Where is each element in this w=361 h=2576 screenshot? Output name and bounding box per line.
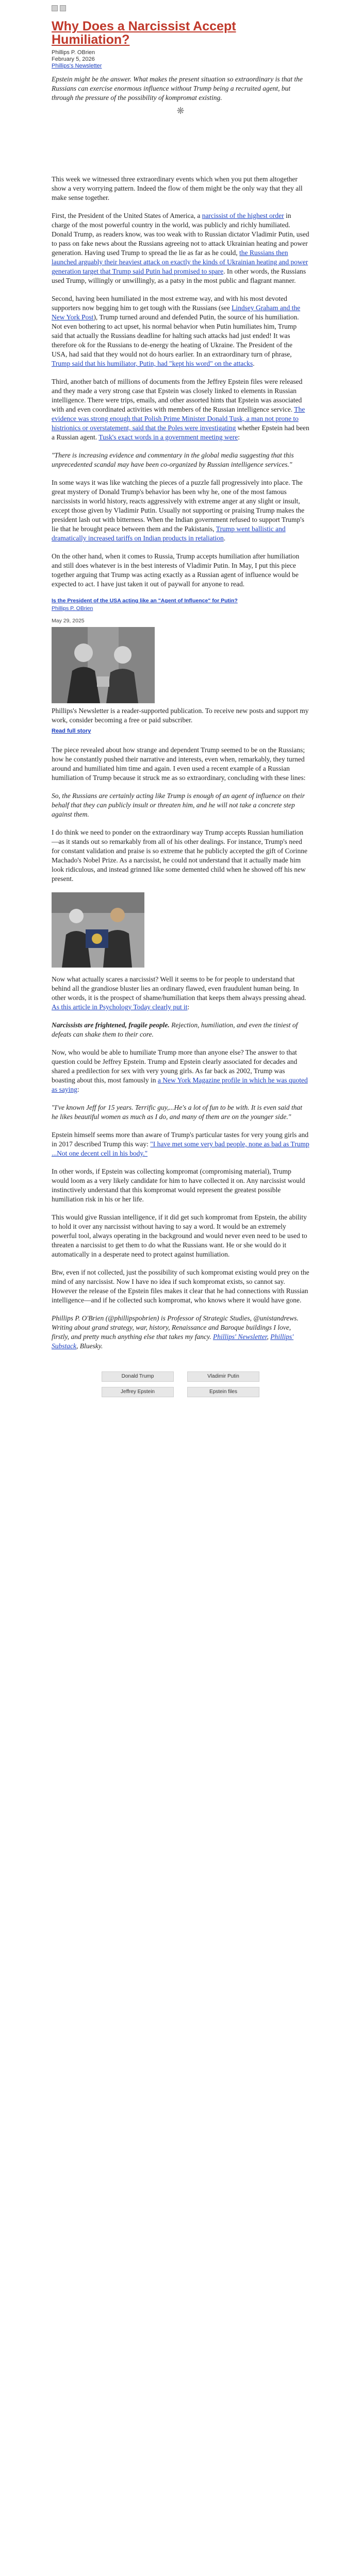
- spacer: [52, 117, 309, 175]
- paragraph: Now what actually scares a narcissist? Well it seems to be for people to understand that behind all the grandiose bluster lies an ordinary flawed, even fraudulent human being. In other words, it is the prospect of shame/humiliation that keeps them always pressing ahead. As this article in Psychology Today clearly put it:: [52, 975, 306, 1011]
- toolbar: [52, 0, 309, 16]
- blockquote: "There is increasing evidence and commentary in the global media suggesting that this unprecedented scandal may have been co-organized by Russian intelligence services.": [52, 451, 294, 468]
- newsletter-link[interactable]: Phillips' Newsletter: [212, 1333, 267, 1341]
- tag-button[interactable]: Epstein files: [187, 1387, 259, 1397]
- inline-link[interactable]: "I have met some very bad people, none as bad as Trump ...Not one decent cell in his body.": [52, 1140, 309, 1157]
- paragraph: Second, having been humiliated in the most extreme way, and with his most devoted supporters now begging him to get tough with the Russians (see Lindsey Graham and the New York Post), Trump turned around and defended Putin, the source of his humiliation. Not even bothering to act upset, his normal behavior when Putin humiliates him, Trump said that actually the Russians deadline for halting such attacks had just ended! It was therefore ok for the Russians to de-energy the heating of Ukraine. The President of the USA, had said that they would not do hours earlier. In an extraordinary turn of phrase, Trump said that his humiliator, Putin, had "kept his word" on the attacks.: [52, 295, 301, 367]
- inline-link[interactable]: a New York Magazine profile in which he was quoted as saying: [52, 1076, 308, 1093]
- author-bio: Phillips P. O'Brien (@phillipspobrien) is Professor of Strategic Studies, @unistandrews. Writing about grand strategy, war, history, Renaissance and Baroque buildings I love, firstly, and pretty much anything else that takes my fancy. Phillips' Newsletter, Phillips' Substack, Bluesky.: [52, 1314, 299, 1350]
- publication-link[interactable]: Phillips's Newsletter: [52, 63, 102, 69]
- article-photo: [52, 892, 144, 968]
- paragraph: Btw, even if not collected, just the possibility of such kompromat existing would prey on the mind of any narcissist. Now I have no idea if such kompromat exists, so cannot say. However the release of the Epstein files makes it clear that he had connections with Russian intelligence—and if he collected such kompromat, who knows where it would have gone.: [52, 1268, 309, 1304]
- article-title[interactable]: Why Does a Narcissist Accept Humiliation?: [52, 19, 236, 47]
- paragraph: I do think we need to ponder on the extraordinary way Trump accepts Russian humiliation—as it stands out so remarkably from all of his other dealings. For instance, Trump's need for constant validation and praise is so extreme that he publicly accepted the gift of Corinne Machado's Nobel Prize. As a narcissist, he could not understand that it actually made him look ridiculous, and instead grinned like some demented child when he showed off his new present.: [52, 828, 307, 883]
- paragraph: In some ways it was like watching the pieces of a puzzle fall progressively into place. The great mystery of Donald Trump's behavior has been why he, one of the most famous narcissists in world history, reacts aggressively with extreme anger at any slight or insult, except those given by Vladimir Putin. Usually not supporting or praising Trump makes the president lash out with bitterness. When the Indian government refused to support Trump's lie that he brought peace between them and the Pakistanis, Trump went ballistic and dramatically increased tariffs on Indian products in retaliation.: [52, 479, 305, 542]
- inline-link[interactable]: As this article in Psychology Today clearly put it: [52, 1003, 188, 1011]
- share-icon[interactable]: [60, 5, 66, 11]
- blockquote: Narcissists are frightened, fragile people. Rejection, humiliation, and even the tiniest of defeats can shake them to their core.: [52, 1021, 298, 1038]
- paragraph: The piece revealed about how strange and dependent Trump seemed to be on the Russians; how he constantly pushed their narrative and interests, even when, remarkably, they turned around and humiliated him time and again. I even used a recent example of a Russian humiliation of Trump because it struck me as so extraordinary, concluding with these lines:: [52, 746, 306, 782]
- embed-image[interactable]: [52, 627, 155, 703]
- embed-date: May 29, 2025: [52, 618, 85, 624]
- article-deck: Epstein might be the answer. What makes the present situation so extraordinary is that the Russians can exercise enormous influence without Trump being a recruited agent, but through the pressure of the possibility of kompromat existing.: [52, 75, 303, 101]
- paragraph: This week we witnessed three extraordinary events which when you put them altogether show a very worrying pattern. Indeed the flow of them might be the only way that they all make sense together.: [52, 175, 303, 201]
- photo-icon: [52, 892, 144, 968]
- blockquote: So, the Russians are certainly acting like Trump is enough of an agent of influence on their behalf that they can publicly insult or threaten him, and he will not take a concrete step against them.: [52, 792, 305, 818]
- publish-date: February 5, 2026: [52, 56, 95, 62]
- tag-button[interactable]: Donald Trump: [102, 1371, 174, 1382]
- inline-link[interactable]: Lindsey Graham and the New York Post: [52, 304, 301, 321]
- tag-button[interactable]: Jeffrey Epstein: [102, 1387, 174, 1397]
- print-icon[interactable]: [52, 5, 58, 11]
- paragraph: Third, another batch of millions of documents from the Jeffrey Epstein files were released and they made a very strong case that Epstein was closely linked to elements in Russian intelligence. There were trips, emails, and other assorted hints that Epstein was associated with and even coordinated activities with members of the Russian intelligence service. The evidence was strong enough that Polish Prime Minister Donald Tusk, a man not prone to histrionics or overstatement, said that the Poles were investigating whether Epstein had been a Russian agent. Tusk's exact words in a government meeting were:: [52, 378, 309, 441]
- paragraph: In other words, if Epstein was collecting kompromat (compromising material), Trump would loom as a very likely candidate for him to have collected it on. Any narcissist would instinctively understand that this kompromat would represent the greatest possible humiliation risk in his or her life.: [52, 1167, 305, 1203]
- ornament-icon: ❋: [176, 106, 185, 116]
- inline-link[interactable]: the Russians then launched arguably their heaviest attack on exactly the kinds of Ukrainian heating and power generation target that Trump said Putin had promised to spare: [52, 249, 308, 275]
- embed-caption: Phillips's Newsletter is a reader-supported publication. To receive new posts and support my work, consider becoming a free or paid subscriber.: [52, 707, 309, 724]
- substack-link[interactable]: Phillips' Substack: [52, 1333, 294, 1350]
- author-name: Phillips P. OBrien: [52, 49, 95, 56]
- blockquote: "I've known Jeff for 15 years. Terrific guy,...He's a lot of fun to be with. It is even said that he likes beautiful women as much as I do, and many of them are on the younger side.": [52, 1104, 303, 1121]
- paragraph: On the other hand, when it comes to Russia, Trump accepts humiliation after humiliation and still does whatever is in the best interests of Vladimir Putin. In May, I put this piece together arguing that Trump was acting exactly as a Russian agent of influence would be expected to act. I have just taken it out of paywall for anyone to read.: [52, 552, 300, 588]
- paragraph: First, the President of the United States of America, a narcissist of the highest order in charge of the most powerful country in the world, was publicly and richly humiliated. Donald Trump, as readers know, was too weak with to Russian dictator Vladimir Putin, used to pass on fake news about the Russians agreeing not to attack Ukrainian heating and power generation. Having used Trump to spread the lie as far as he could, the Russians then launched arguably their heaviest attack on exactly the kinds of Ukrainian heating and power generation target that Trump said Putin had promised to spare. In other words, the Russians used Trump, willingly or unwillingly, as a patsy in the most public and flagrant manner.: [52, 212, 309, 284]
- inline-link[interactable]: Trump went ballistic and dramatically increased tariffs on Indian products in retaliation: [52, 525, 286, 542]
- inline-link[interactable]: Trump said that his humiliator, Putin, had "kept his word" on the attacks: [52, 360, 253, 367]
- embed-author[interactable]: Phillips P. OBrien: [52, 605, 93, 612]
- paragraph: Epstein himself seems more than aware of Trump's particular tastes for very young girls and in 2017 described Trump this way: "I have met some very bad people, none as bad as Trump ...Not one decent cell in his body.": [52, 1131, 309, 1157]
- inline-link[interactable]: narcissist of the highest order: [202, 212, 284, 219]
- tag-button[interactable]: Vladimir Putin: [187, 1371, 259, 1382]
- embedded-post[interactable]: [52, 598, 309, 734]
- tag-list: [52, 1371, 309, 1397]
- read-full-story-link[interactable]: Read full story: [52, 728, 91, 734]
- byline: [52, 49, 309, 70]
- paragraph: This would give Russian intelligence, if it did get such kompromat from Epstein, the ability to hold it over any narcissist without having to say a word. It would be an extremely powerful tool, always operating in the background and would never even need to be used to threaten a narcissist to get them to do what the Russians want. He or she would do it automatically in a desperate need to protect against humiliation.: [52, 1213, 307, 1258]
- embed-title[interactable]: Is the President of the USA acting like an "Agent of Influence" for Putin?: [52, 598, 238, 604]
- paragraph: Now, who would be able to humiliate Trump more than anyone else? The answer to that question could be Jeffrey Epstein. Trump and Epstein clearly associated for decades and shared a predilection for sex with very young girls. As far back as 2002, Trump was boasting about this, most famously in a New York Magazine profile in which he was quoted as saying:: [52, 1048, 308, 1093]
- embed-photo-icon: [52, 627, 155, 703]
- inline-link[interactable]: The evidence was strong enough that Polish Prime Minister Donald Tusk, a man not prone to histrionics or overstatement, said that the Poles were investigating: [52, 405, 305, 432]
- inline-link[interactable]: Tusk's exact words in a government meeting were: [99, 433, 238, 441]
